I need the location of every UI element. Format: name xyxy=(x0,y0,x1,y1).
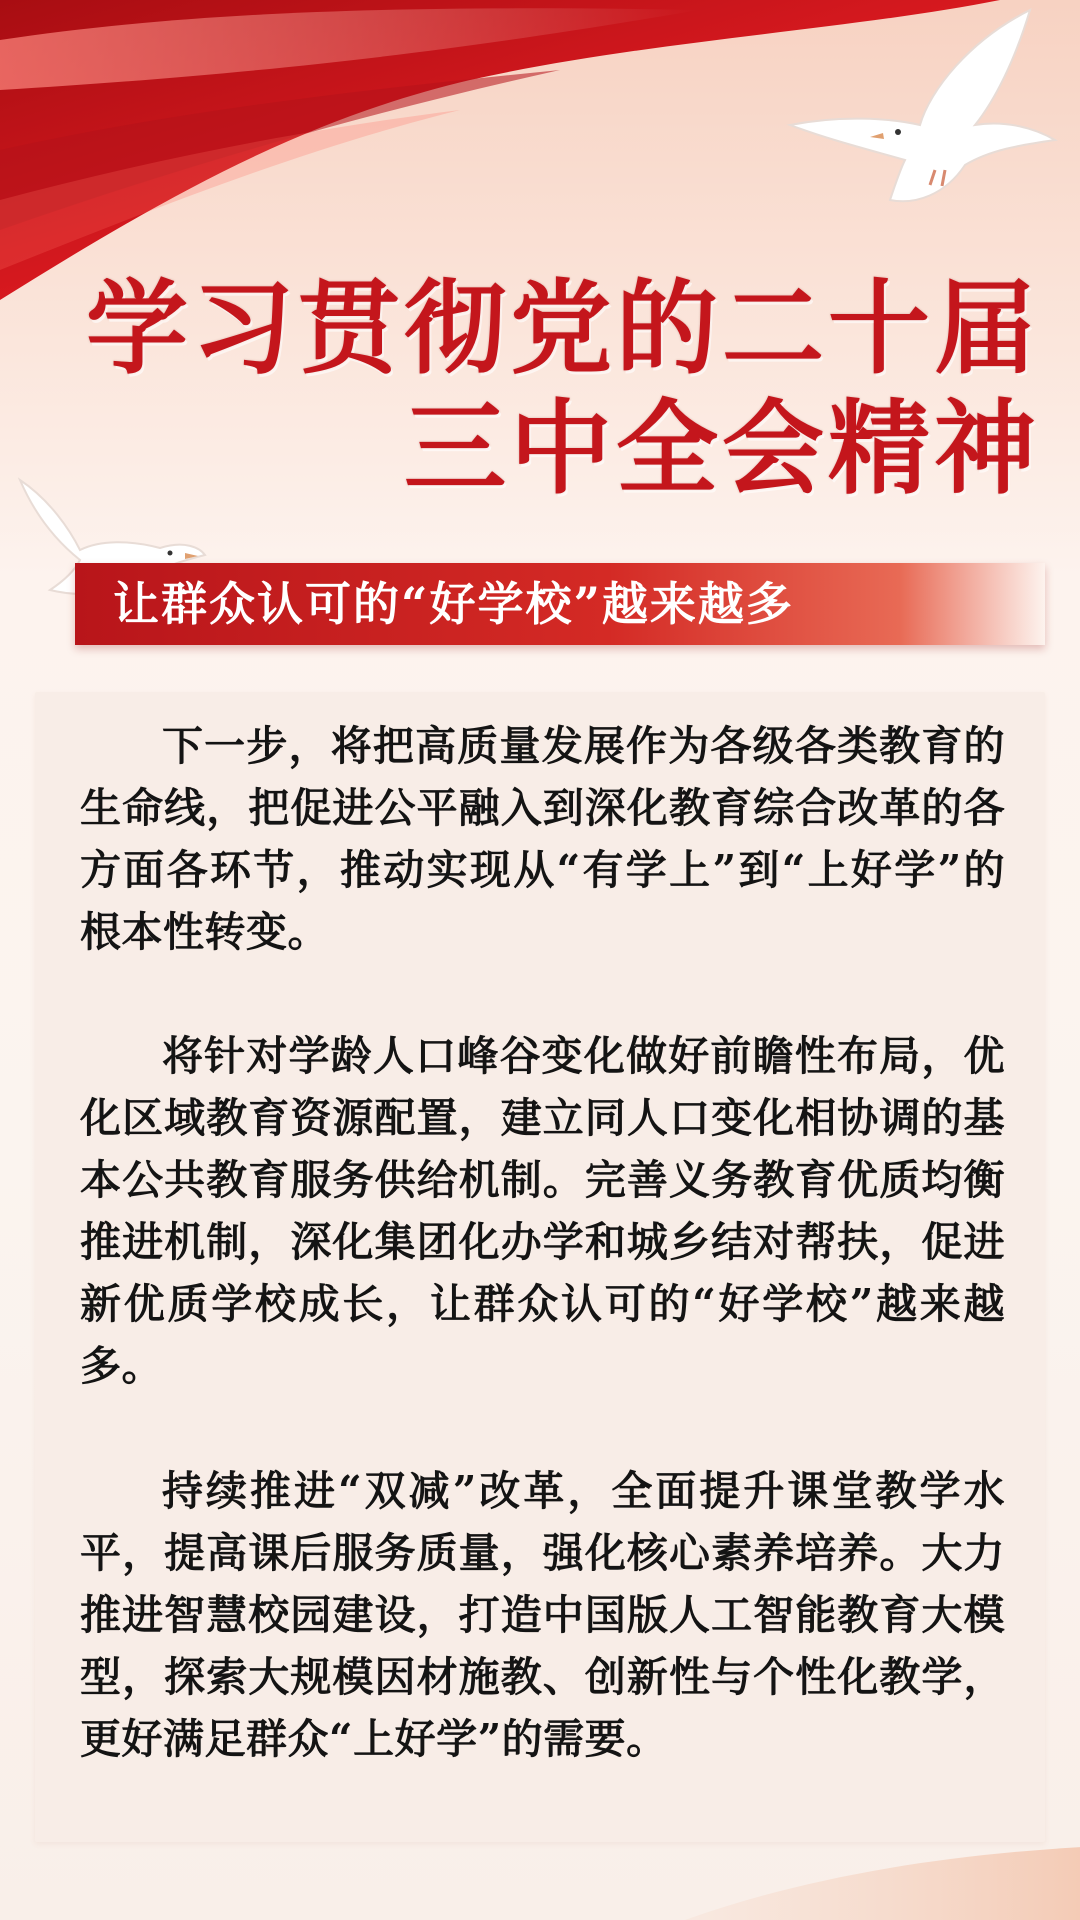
dove-icon xyxy=(770,0,1070,210)
decorative-arc xyxy=(560,1835,1080,1920)
body-paragraph-1: 下一步，将把高质量发展作为各级各类教育的生命线，把促进公平融入到深化教育综合改革的各方面各环节，推动实现从“有学上”到“上好学”的根本性转变。 xyxy=(80,722,1005,956)
page-title-line-1: 学习贯彻党的二十届 xyxy=(86,269,1040,389)
body-paragraph-2: 将针对学龄人口峰谷变化做好前瞻性布局，优化区域教育资源配置，建立同人口变化相协调的基本公共教育服务供给机制。完善义务教育优质均衡推进机制，深化集团化办学和城乡结对帮扶，促进新优质学校成长，让群众认可的“好学校”越来越多。 xyxy=(80,1032,1005,1390)
subtitle-banner-text: 让群众认可的“好学校”越来越多 xyxy=(113,577,794,631)
subtitle-banner xyxy=(75,563,1045,645)
page-title-line-2: 三中全会精神 xyxy=(404,389,1040,509)
body-paragraph-3: 持续推进“双减”改革，全面提升课堂教学水平，提高课后服务质量，强化核心素养培养。大力推进智慧校园建设，打造中国版人工智能教育大模型，探索大规模因材施教、创新性与个性化教学，更好满足群众“上好学”的需要。 xyxy=(80,1467,1005,1763)
